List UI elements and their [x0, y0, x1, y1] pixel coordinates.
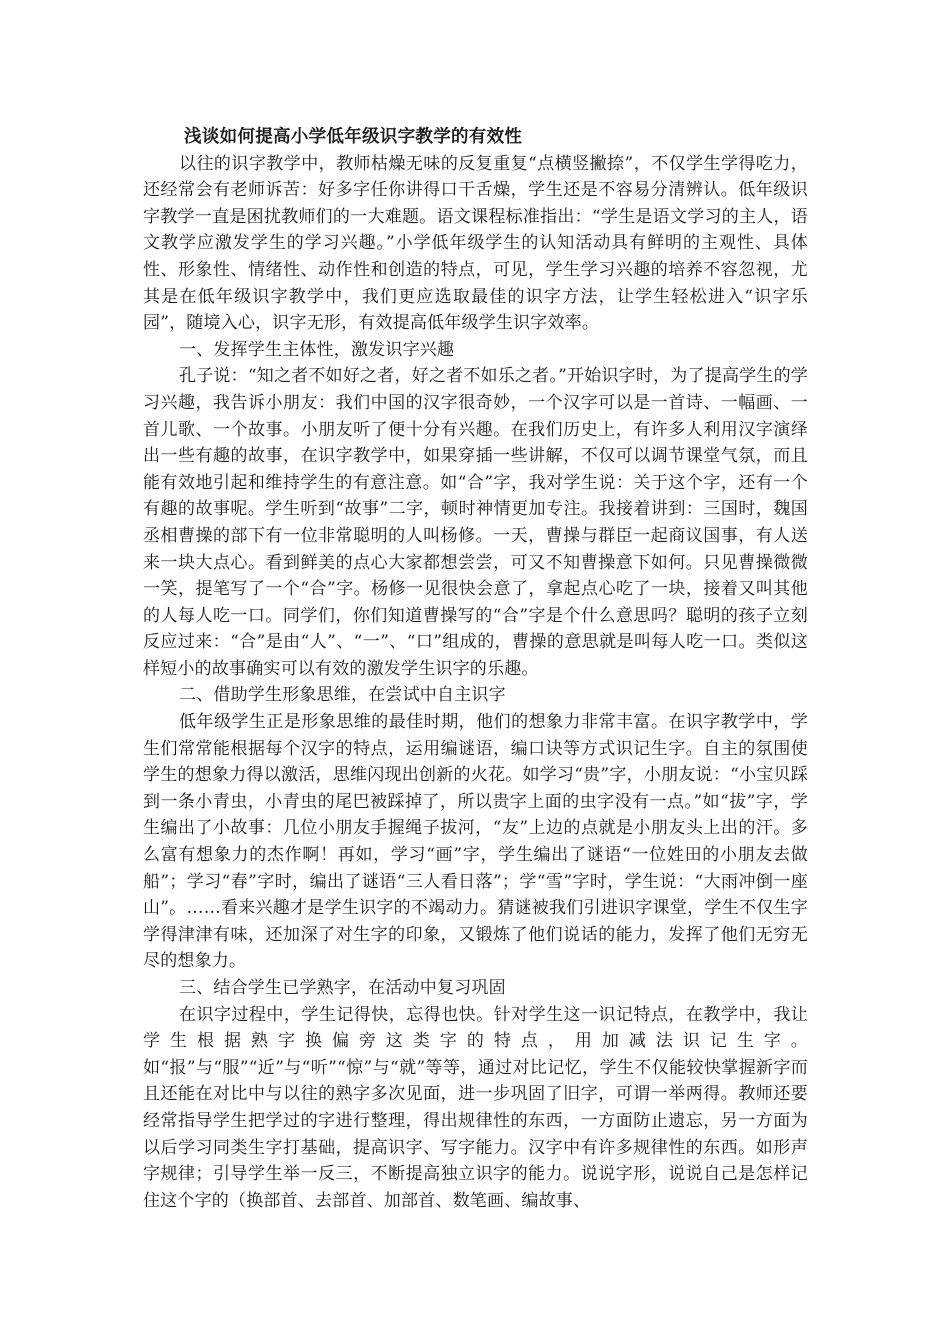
section-1-paragraph: 孔子说：“知之者不如好之者，好之者不如乐之者。”开始识字时，为了提高学生的学习兴趣，我告诉小朋友：我们中国的汉字很奇妙，一个汉字可以是一首诗、一幅画、一首儿歌、一个故事。小朋友听了便十分有兴趣。在我们历史上，有许多人利用汉字演绎出一些有趣的故事，在识字教学中，如果穿插一些讲解，不仅可以调节课堂气氛，而且能有效地引起和维持学生的有意注意。如“合”字，我对学生说：关于这个字，还有一个有趣的故事呢。学生听到“故事”二字，顿时神情更加专注。我接着讲到：三国时，魏国丞相曹操的部下有一位非常聪明的人叫杨修。一天，曹操与群臣一起商议国事，有人送来一块大点心。看到鲜美的点心大家都想尝尝，可又不知曹操意下如何。只见曹操微微一笑，提笔写了一个“合”字。杨修一见很快会意了，拿起点心吃了一块，接着又叫其他的人每人吃一口。同学们，你们知道曹操写的“合”字是个什么意思吗？聪明的孩子立刻反应过来：“合”是由“人”、“一”、“口”组成的，曹操的意思就是叫每人吃一口。类似这样短小的故事确实可以有效的激发学生识字的乐趣。 [143, 366, 808, 679]
document-page [143, 124, 808, 1214]
section-heading-2: 二、借助学生形象思维，在尝试中自主识字 [179, 685, 506, 706]
section-2-paragraph: 低年级学生正是形象思维的最佳时期，他们的想象力非常丰富。在识字教学中，学生们常常能根据每个汉字的特点，运用编谜语，编口诀等方式识记生字。自主的氛围使学生的想象力得以激活，思维闪现出创新的火花。如学习“贵”字，小朋友说：“小宝贝踩到一条小青虫，小青虫的尾巴被踩掉了，所以贵字上面的虫字没有一点。”如“拔”字，学生编出了小故事：几位小朋友手握绳子拔河，“友”上边的点就是小朋友头上出的汗。多么富有想象力的杰作啊！再如，学习“画”字，学生编出了谜语“一位姓田的小朋友去做船”；学习“春”字时，编出了谜语“三人看日落”；学“雪”字时，学生说：“大雨冲倒一座山”。……看来兴趣才是学生识字的不竭动力。猜谜被我们引进识字课堂，学生不仅生字学得津津有味，还加深了对生字的印象，又锻炼了他们说话的能力，发挥了他们无穷无尽的想象力。 [143, 712, 808, 972]
section-heading-1: 一、发挥学生主体性，激发识字兴趣 [179, 339, 455, 360]
intro-paragraph: 以往的识字教学中，教师枯燥无味的反复重复“点横竖撇捺”，不仅学生学得吃力，还经常会有老师诉苦：好多字任你讲得口干舌燥，学生还是不容易分清辨认。低年级识字教学一直是困扰教师们的一大难题。语文课程标准指出：“学生是语文学习的主人，语文教学应激发学生的学习兴趣。”小学低年级学生的认知活动具有鲜明的主观性、具体性、形象性、情绪性、动作性和创造的特点，可见，学生学习兴趣的培养不容忽视，尤其是在低年级识字教学中，我们更应选取最佳的识字方法，让学生轻松进入“识字乐园”，随境入心，识字无形，有效提高低年级学生识字效率。 [143, 153, 808, 334]
section-heading-3: 三、结合学生已学熟字，在活动中复习巩固 [179, 978, 506, 998]
section-3-paragraph: 在识字过程中，学生记得快，忘得也快。针对学生这一识记特点，在教学中，我让学生根据熟字换偏旁这类字的特点，用加减法识记生字。如“报”与“服”“近”与“听”“惊”与“就”等等，通过对比记忆，学生不仅能较快掌握新字而且还能在对比中与以往的熟字多次见面，进一步巩固了旧字，可谓一举两得。教师还要经常指导学生把学过的字进行整理，得出规律性的东西，一方面防止遗忘，另一方面为以后学习同类生字打基础，提高识字、写字能力。汉字中有许多规律性的东西。如形声字规律；引导学生举一反三，不断提高独立识字的能力。说说字形，说说自己是怎样记住这个字的（换部首、去部首、加部首、数笔画、编故事、 [143, 1004, 808, 1211]
document-title: 浅谈如何提高小学低年级识字教学的有效性 [184, 127, 523, 147]
